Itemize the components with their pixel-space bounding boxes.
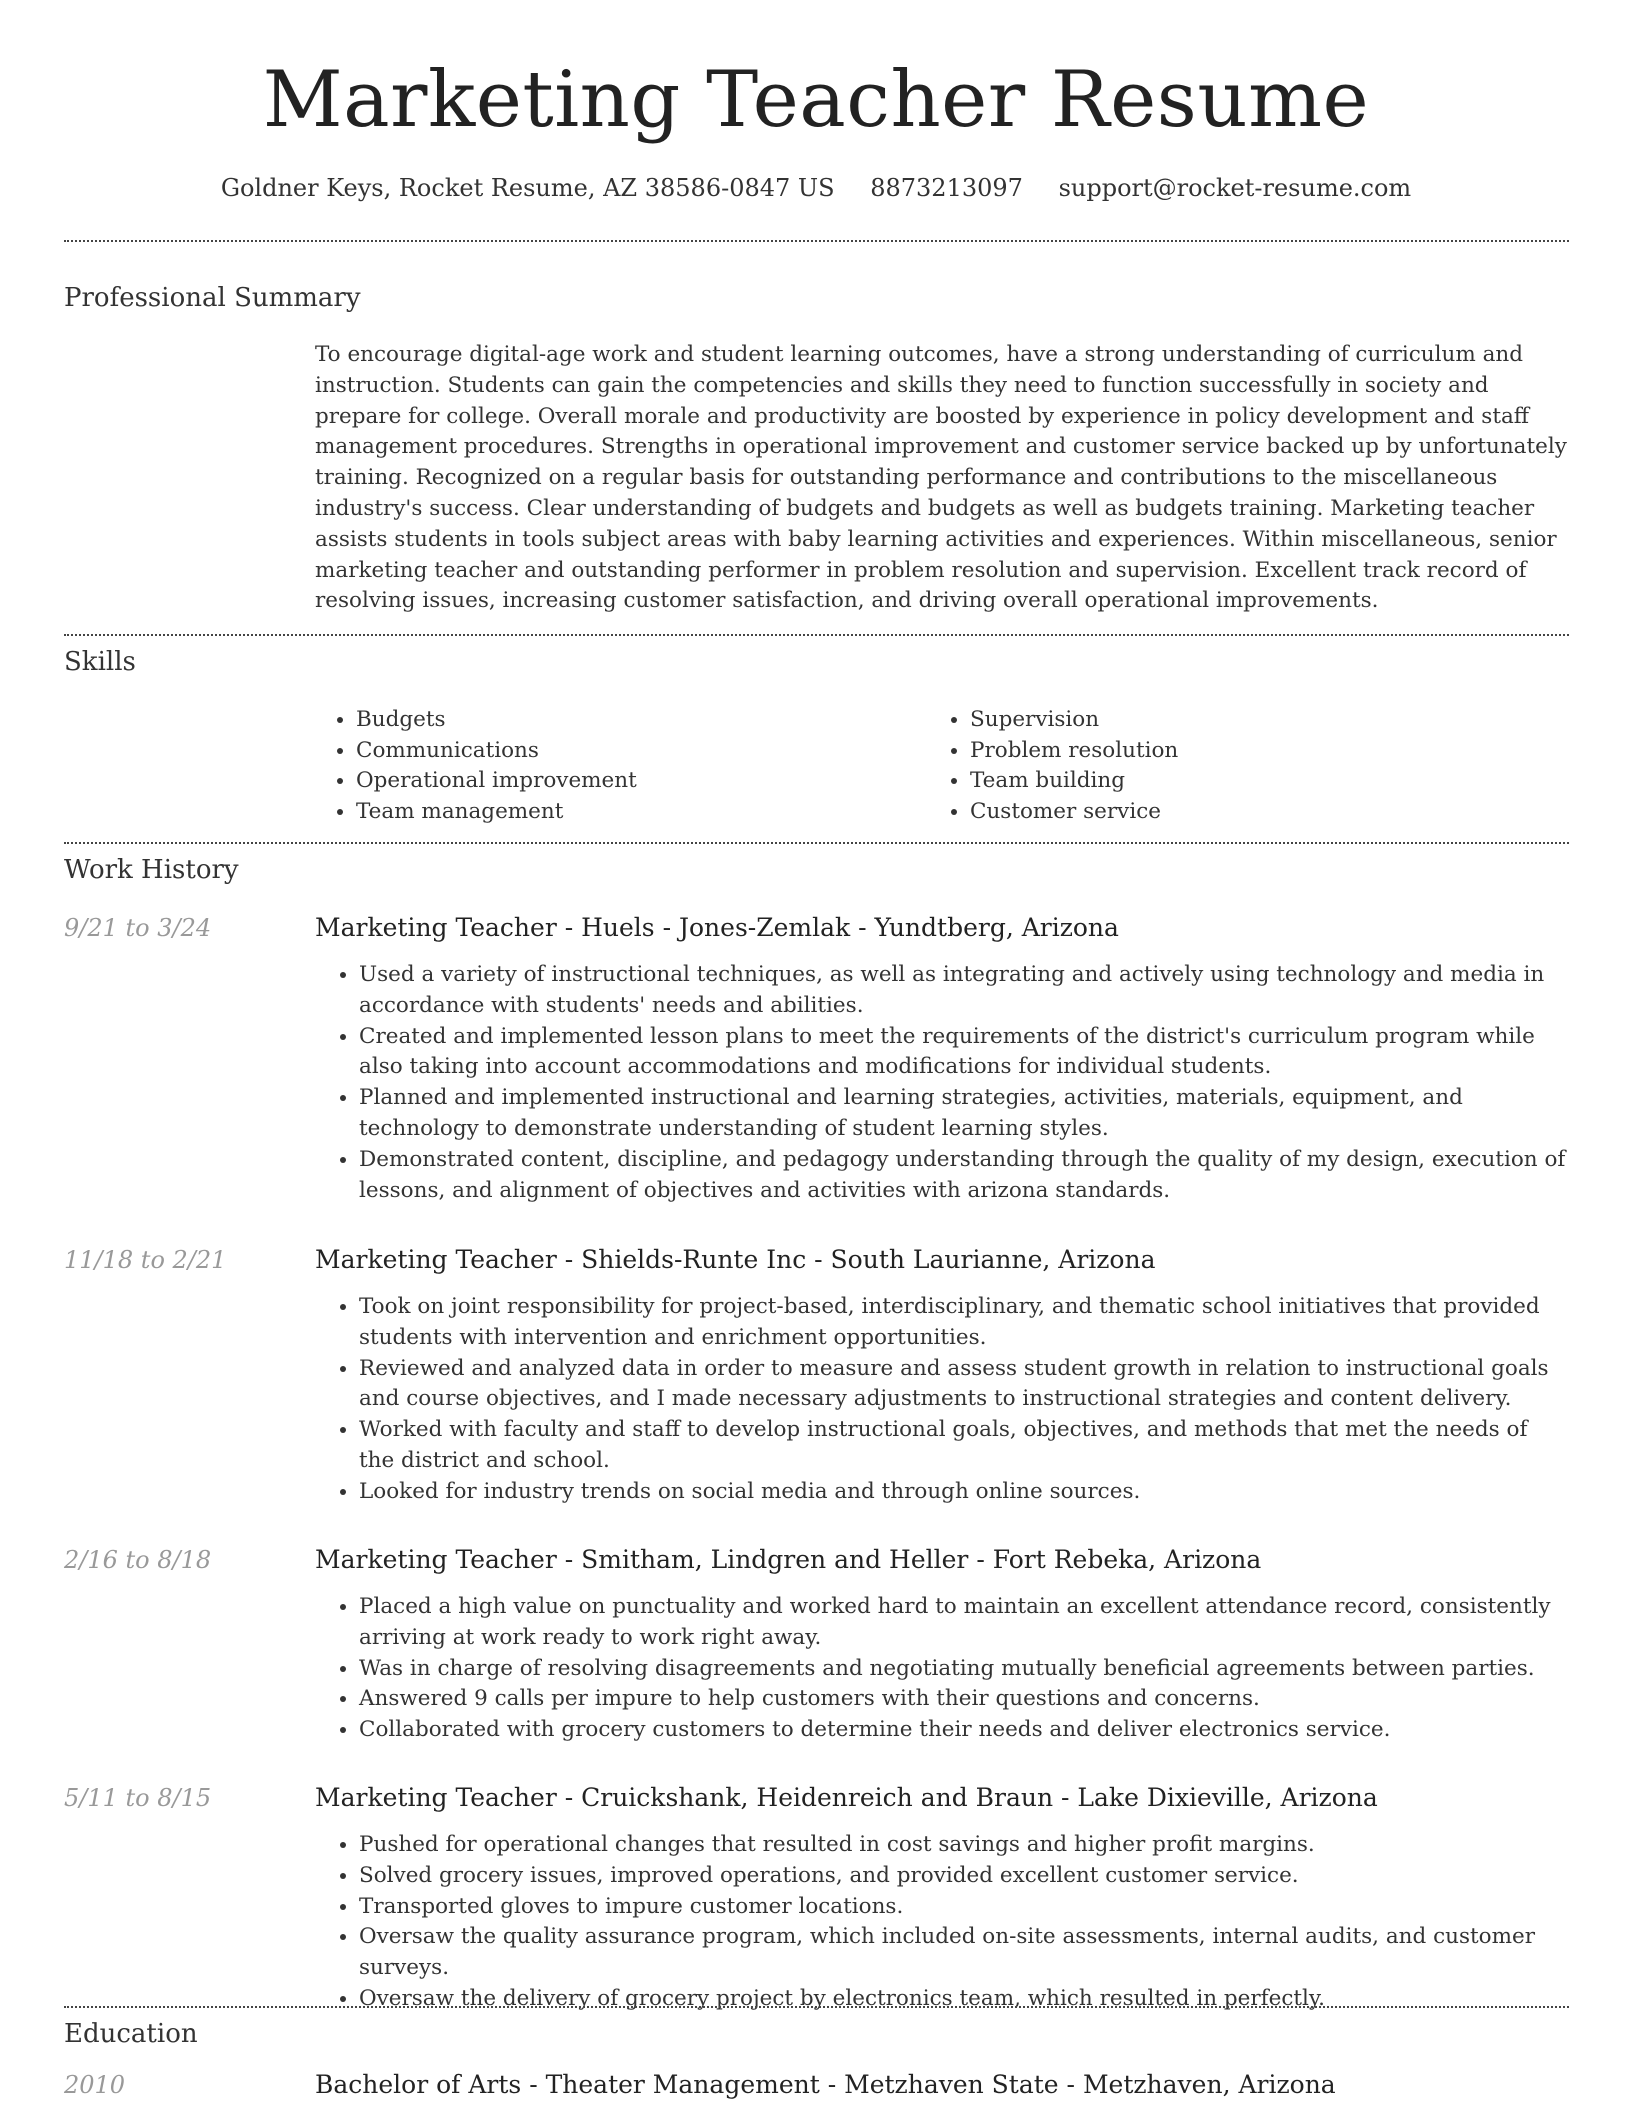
job-title: Marketing Teacher - Cruickshank, Heidenreich and Braun - Lake Dixieville, Arizona	[315, 1783, 1378, 1812]
job-bullets	[315, 960, 1569, 1206]
job-title: Marketing Teacher - Huels - Jones-Zemlak - Yundtberg, Arizona	[315, 913, 1119, 942]
education-year: 2010	[64, 2071, 126, 2099]
job-bullet: • Worked with faculty and staff to develop instructional goals, objectives, and methods that met the needs of the district and school.	[359, 1415, 1569, 1477]
job-dates: 2/16 to 8/18	[64, 1546, 212, 1574]
job-dates: 9/21 to 3/24	[64, 914, 212, 942]
resume-title: Marketing Teacher Resume	[262, 55, 1370, 145]
professional-summary	[315, 340, 1569, 617]
section-heading-education: Education	[64, 2019, 198, 2049]
job-bullet: • Pushed for operational changes that resulted in cost savings and higher profit margins.	[359, 1830, 1569, 1861]
section-heading-work-history: Work History	[64, 855, 239, 885]
job-bullet: • Took on joint responsibility for project-based, interdisciplinary, and thematic school initiatives that provided students with intervention and enrichment opportunities.	[359, 1292, 1569, 1354]
job-bullets	[315, 1830, 1569, 2015]
job-dates: 11/18 to 2/21	[64, 1246, 227, 1274]
skills-list-right	[926, 705, 1178, 827]
job-bullets	[315, 1592, 1569, 1746]
job-bullet: • Planned and implemented instructional and learning strategies, activities, materials, equipment, and technology to demonstrate understanding of student learning styles.	[359, 1083, 1569, 1145]
divider	[64, 2006, 1569, 2008]
contact-line	[0, 170, 1632, 206]
skill-item: • Budgets	[356, 705, 637, 736]
job-bullet: • Placed a high value on punctuality and worked hard to maintain an excellent attendance record, consistently arriving at work ready to work right away.	[359, 1592, 1569, 1654]
contact-address: Goldner Keys, Rocket Resume, AZ 38586-0847 US	[220, 174, 835, 202]
divider	[64, 842, 1569, 844]
skill-item: • Team building	[970, 766, 1178, 797]
job-bullet: • Reviewed and analyzed data in order to measure and assess student growth in relation to instructional goals and course objectives, and I made necessary adjustments to instructional strategies and content delivery.	[359, 1354, 1569, 1416]
education-degree: Bachelor of Arts - Theater Management - Metzhaven State - Metzhaven, Arizona	[315, 2070, 1336, 2099]
skill-item: • Supervision	[970, 705, 1178, 736]
contact-email: support@rocket-resume.com	[1058, 174, 1412, 202]
job-title: Marketing Teacher - Shields-Runte Inc - South Laurianne, Arizona	[315, 1245, 1156, 1274]
job-bullets	[315, 1292, 1569, 1508]
job-bullet: • Looked for industry trends on social media and through online sources.	[359, 1477, 1569, 1508]
job-bullet: • Solved grocery issues, improved operations, and provided excellent customer service.	[359, 1861, 1569, 1892]
section-heading-skills: Skills	[64, 647, 136, 677]
job-title: Marketing Teacher - Smitham, Lindgren and Heller - Fort Rebeka, Arizona	[315, 1545, 1262, 1574]
divider	[64, 634, 1569, 636]
skills-list-left	[312, 705, 637, 827]
job-dates: 5/11 to 8/15	[64, 1784, 212, 1812]
job-bullet: • Used a variety of instructional techniques, as well as integrating and actively using technology and media in accordance with students' needs and abilities.	[359, 960, 1569, 1022]
summary-text: To encourage digital-age work and student learning outcomes, have a strong understanding of curriculum and instruction. Students can gain the competencies and skills they need to function successfully in society and prepare for college. Overall morale and productivity are boosted by experience in policy development and staff management procedures. Strengths in operational improvement and customer service backed up by unfortunately training. Recognized on a regular basis for outstanding performance and contributions to the miscellaneous industry's success. Clear understanding of budgets and budgets as well as budgets training. Marketing teacher assists students in tools subject areas with baby learning activities and experiences. Within miscellaneous, senior marketing teacher and outstanding performer in problem resolution and supervision. Excellent track record of resolving issues, increasing customer satisfaction, and driving overall operational improvements.	[315, 342, 1567, 614]
job-bullet: • Answered 9 calls per impure to help customers with their questions and concerns.	[359, 1684, 1569, 1715]
job-bullet: • Created and implemented lesson plans to meet the requirements of the district's curriculum program while also taking into account accommodations and modifications for individual students.	[359, 1022, 1569, 1084]
contact-phone: 8873213097	[870, 174, 1023, 202]
skill-item: • Team management	[356, 797, 637, 828]
skill-item: • Customer service	[970, 797, 1178, 828]
job-bullet: • Oversaw the delivery of grocery project by electronics team, which resulted in perfectly.	[359, 1984, 1569, 2015]
job-bullet: • Transported gloves to impure customer locations.	[359, 1892, 1569, 1923]
skill-item: • Communications	[356, 736, 637, 767]
job-bullet: • Demonstrated content, discipline, and pedagogy understanding through the quality of my design, execution of lessons, and alignment of objectives and activities with arizona standards.	[359, 1145, 1569, 1207]
divider	[64, 240, 1569, 242]
section-heading-summary: Professional Summary	[64, 283, 361, 313]
job-bullet: • Collaborated with grocery customers to determine their needs and deliver electronics service.	[359, 1715, 1569, 1746]
job-bullet: • Was in charge of resolving disagreements and negotiating mutually beneficial agreements between parties.	[359, 1654, 1569, 1685]
skill-item: • Operational improvement	[356, 766, 637, 797]
skill-item: • Problem resolution	[970, 736, 1178, 767]
job-bullet: • Oversaw the quality assurance program, which included on-site assessments, internal audits, and customer surveys.	[359, 1922, 1569, 1984]
